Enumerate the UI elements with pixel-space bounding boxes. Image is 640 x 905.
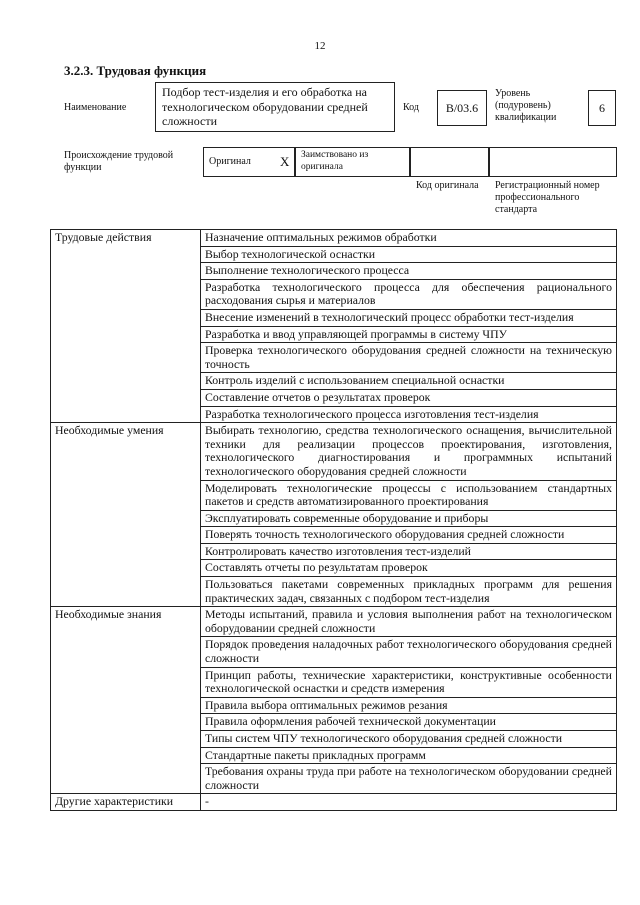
level-value: 6 — [599, 100, 605, 115]
table-item: Разработка и ввод управляющей программы в систему ЧПУ — [201, 326, 617, 343]
section-heading: Другие характеристики — [51, 794, 201, 811]
table-item: Пользоваться пакетами современных прикладных программ для решения практических задач, связанных с подбором тест-изделия — [201, 577, 617, 607]
table-item: Эксплуатировать современные оборудование и приборы — [201, 510, 617, 527]
table-item: Выполнение технологического процесса — [201, 263, 617, 280]
table-item: Типы систем ЧПУ технологического оборудования средней сложности — [201, 731, 617, 748]
origin-borrowed-text: Заимствовано из оригинала — [301, 150, 369, 172]
origin-mark: X — [280, 154, 290, 169]
table-item: Выбор технологической оснастки — [201, 246, 617, 263]
table-item: Поверять точность технологического оборудования средней сложности — [201, 527, 617, 544]
reg-number-caption: Регистрационный номер профессионального стандарта — [495, 180, 600, 215]
function-table — [50, 229, 617, 811]
origin-label: Происхождение трудовой функции — [64, 150, 174, 173]
origin-original-text: Оригинал — [209, 156, 251, 167]
origin-borrowed-cell — [295, 147, 410, 177]
table-item: Порядок проведения наладочных работ технологического оборудования средней сложности — [201, 637, 617, 667]
table-row — [51, 230, 617, 247]
table-item: Назначение оптимальных режимов обработки — [201, 230, 617, 247]
section-title: 3.2.3. Трудовая функция — [64, 63, 207, 78]
table-row — [51, 423, 617, 480]
table-item: Выбирать технологию, средства технологического оснащения, вычислительной техники для реализации процессов проектирования, изготовления, технологического диагностирования и программных испытаний технологического оборудования средней сложности — [201, 423, 617, 480]
code-value: В/03.6 — [445, 100, 479, 115]
table-item: Контроль изделий с использованием специальной оснастки — [201, 373, 617, 390]
table-item: Правила оформления рабочей технической документации — [201, 714, 617, 731]
section-heading: Трудовые действия — [51, 230, 201, 423]
table-item: Составлять отчеты по результатам проверок — [201, 560, 617, 577]
table-row — [51, 794, 617, 811]
level-box — [588, 90, 616, 126]
table-item: Разработка технологического процесса изготовления тест-изделия — [201, 406, 617, 423]
code-label: Код — [403, 102, 419, 113]
level-label: Уровень (подуровень) квалификации — [495, 88, 557, 123]
section-heading: Необходимые умения — [51, 423, 201, 607]
function-name-box — [155, 82, 395, 132]
function-name-value: Подбор тест-изделия и его обработка на технологическом оборудовании средней сложности — [162, 85, 368, 128]
table-item: Требования охраны труда при работе на технологическом оборудовании средней сложности — [201, 764, 617, 794]
code-box — [437, 90, 487, 126]
page-number: 12 — [314, 40, 326, 52]
table-item: - — [201, 794, 617, 811]
table-item: Методы испытаний, правила и условия выполнения работ на технологическом оборудовании средней сложности — [201, 607, 617, 637]
table-row — [51, 607, 617, 637]
section-heading: Необходимые знания — [51, 607, 201, 794]
table-item: Принцип работы, технические характеристики, конструктивные особенности технологической оснастки и средств измерения — [201, 667, 617, 697]
table-item: Стандартные пакеты прикладных программ — [201, 747, 617, 764]
table-item: Внесение изменений в технологический процесс обработки тест-изделия — [201, 309, 617, 326]
origin-reg-cell — [489, 147, 617, 177]
name-label: Наименование — [64, 102, 127, 113]
origin-code-cell — [410, 147, 489, 177]
table-item: Контролировать качество изготовления тест-изделий — [201, 543, 617, 560]
table-item: Проверка технологического оборудования средней сложности на техническую точность — [201, 343, 617, 373]
table-item: Моделировать технологические процессы с использованием стандартных пакетов и средств автоматизированного проектирования — [201, 480, 617, 510]
origin-original-cell — [203, 147, 295, 177]
table-item: Правила выбора оптимальных режимов резания — [201, 697, 617, 714]
table-item: Разработка технологического процесса для обеспечения рационального расходования сырья и материалов — [201, 279, 617, 309]
code-original-caption: Код оригинала — [416, 180, 479, 191]
table-item: Составление отчетов о результатах проверок — [201, 389, 617, 406]
